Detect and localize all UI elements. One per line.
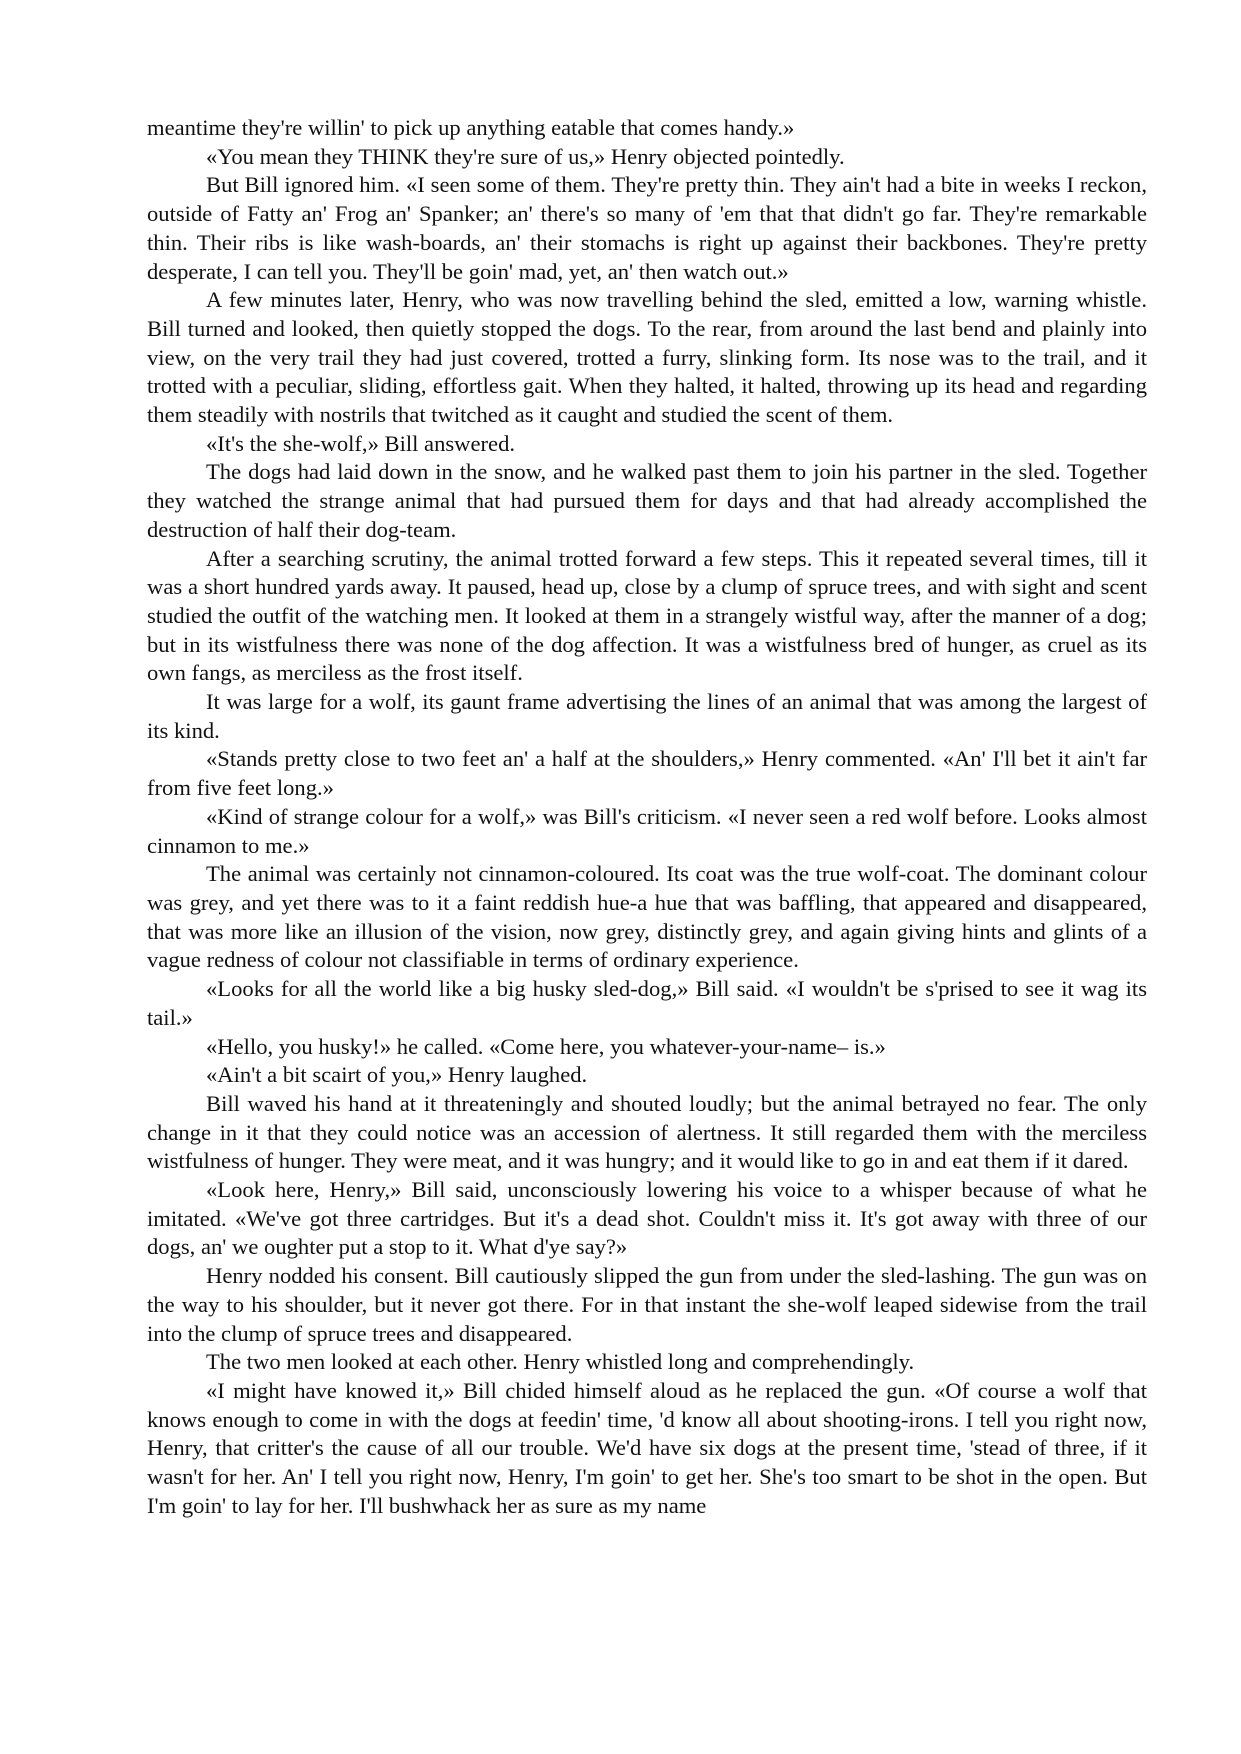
paragraph: The two men looked at each other. Henry whistled long and comprehendingly.	[206, 1349, 915, 1375]
paragraph: The animal was certainly not cinnamon-coloured. Its coat was the true wolf-coat. The dominant colour was grey, and yet there was to it a faint reddish hue-a hue that was baffling, that appeared and disappeared, that was more like an illusion of the vision, now grey, distinctly grey, and again giving hints and glints of a vague redness of colour not classifiable in terms of ordinary experience.	[147, 861, 1147, 973]
paragraph: «It's the she-wolf,» Bill answered.	[206, 430, 516, 456]
paragraph: «Kind of strange colour for a wolf,» was Bill's criticism. «I never seen a red wolf before. Looks almost cinnamon to me.»	[147, 803, 1147, 858]
paragraph: «Stands pretty close to two feet an' a half at the shoulders,» Henry commented. «An' I'll bet it ain't far from five feet long.»	[147, 746, 1147, 801]
paragraph: «I might have knowed it,» Bill chided himself aloud as he replaced the gun. «Of course a wolf that knows enough to come in with the dogs at feedin' time, 'd know all about shooting-irons. I tell you right now, Henry, that critter's the cause of all our trouble. We'd have six dogs at the present time, 'stead of three, if it wasn't for her. An' I tell you right now, Henry, I'm goin' to get her. She's too smart to be shot in the open. But I'm goin' to lay for her. I'll bushwhack her as sure as my name	[147, 1377, 1147, 1518]
paragraph-continued: meantime they're willin' to pick up anything eatable that comes handy.»	[147, 115, 795, 140]
paragraph: «Looks for all the world like a big husky sled-dog,» Bill said. «I wouldn't be s'prised to see it wag its tail.»	[147, 976, 1147, 1030]
paragraph: It was large for a wolf, its gaunt frame advertising the lines of an animal that was among the largest of its kind.	[147, 689, 1147, 743]
paragraph: The dogs had laid down in the snow, and he walked past them to join his partner in the sled. Together they watched the strange animal that had pursued them for days and that had already accomplished the destruction of half their dog-team.	[147, 459, 1147, 542]
paragraph: «Look here, Henry,» Bill said, unconsciously lowering his voice to a whisper because of what he imitated. «We've got three cartridges. But it's a dead shot. Couldn't miss it. It's got away with three of our dogs, an' we oughter put a stop to it. What d'ye say?»	[147, 1177, 1147, 1260]
paragraph: But Bill ignored him. «I seen some of them. They're pretty thin. They ain't had a bite in weeks I reckon, outside of Fatty an' Frog an' Spanker; an' there's so many of 'em that that didn't go far. They're remarkable thin. Their ribs is like wash-boards, an' their stomachs is right up against their backbones. They're pretty desperate, I can tell you. They'll be goin' mad, yet, an' then watch out.»	[147, 172, 1147, 284]
paragraph: «Hello, you husky!» he called. «Come here, you whatever-your-name– is.»	[206, 1033, 886, 1059]
paragraph: After a searching scrutiny, the animal trotted forward a few steps. This it repeated several times, till it was a short hundred yards away. It paused, head up, close by a clump of spruce trees, and with sight and scent studied the outfit of the watching men. It looked at them in a strangely wistful way, after the manner of a dog; but in its wistfulness there was none of the dog affection. It was a wistfulness bred of hunger, as cruel as its own fangs, as merciless as the frost itself.	[147, 545, 1147, 686]
paragraph: Bill waved his hand at it threateningly and shouted loudly; but the animal betrayed no fear. The only change in it that they could notice was an accession of alertness. It still regarded them with the merciless wistfulness of hunger. They were meat, and it was hungry; and it would like to go in and eat them if it dared.	[147, 1090, 1147, 1174]
paragraph: «Ain't a bit scairt of you,» Henry laughed.	[206, 1062, 588, 1088]
book-page	[147, 114, 1147, 1520]
paragraph: Henry nodded his consent. Bill cautiously slipped the gun from under the sled-lashing. The gun was on the way to his shoulder, but it never got there. For in that instant the she-wolf leaped sidewise from the trail into the clump of spruce trees and disappeared.	[147, 1263, 1147, 1346]
paragraph: «You mean they THINK they're sure of us,» Henry objected pointedly.	[206, 143, 845, 169]
paragraph: A few minutes later, Henry, who was now travelling behind the sled, emitted a low, warning whistle. Bill turned and looked, then quietly stopped the dogs. To the rear, from around the last bend and plainly into view, on the very trail they had just covered, trotted a furry, slinking form. Its nose was to the trail, and it trotted with a peculiar, sliding, effortless gait. When they halted, it halted, throwing up its head and regarding them steadily with nostrils that twitched as it caught and studied the scent of them.	[147, 287, 1147, 428]
